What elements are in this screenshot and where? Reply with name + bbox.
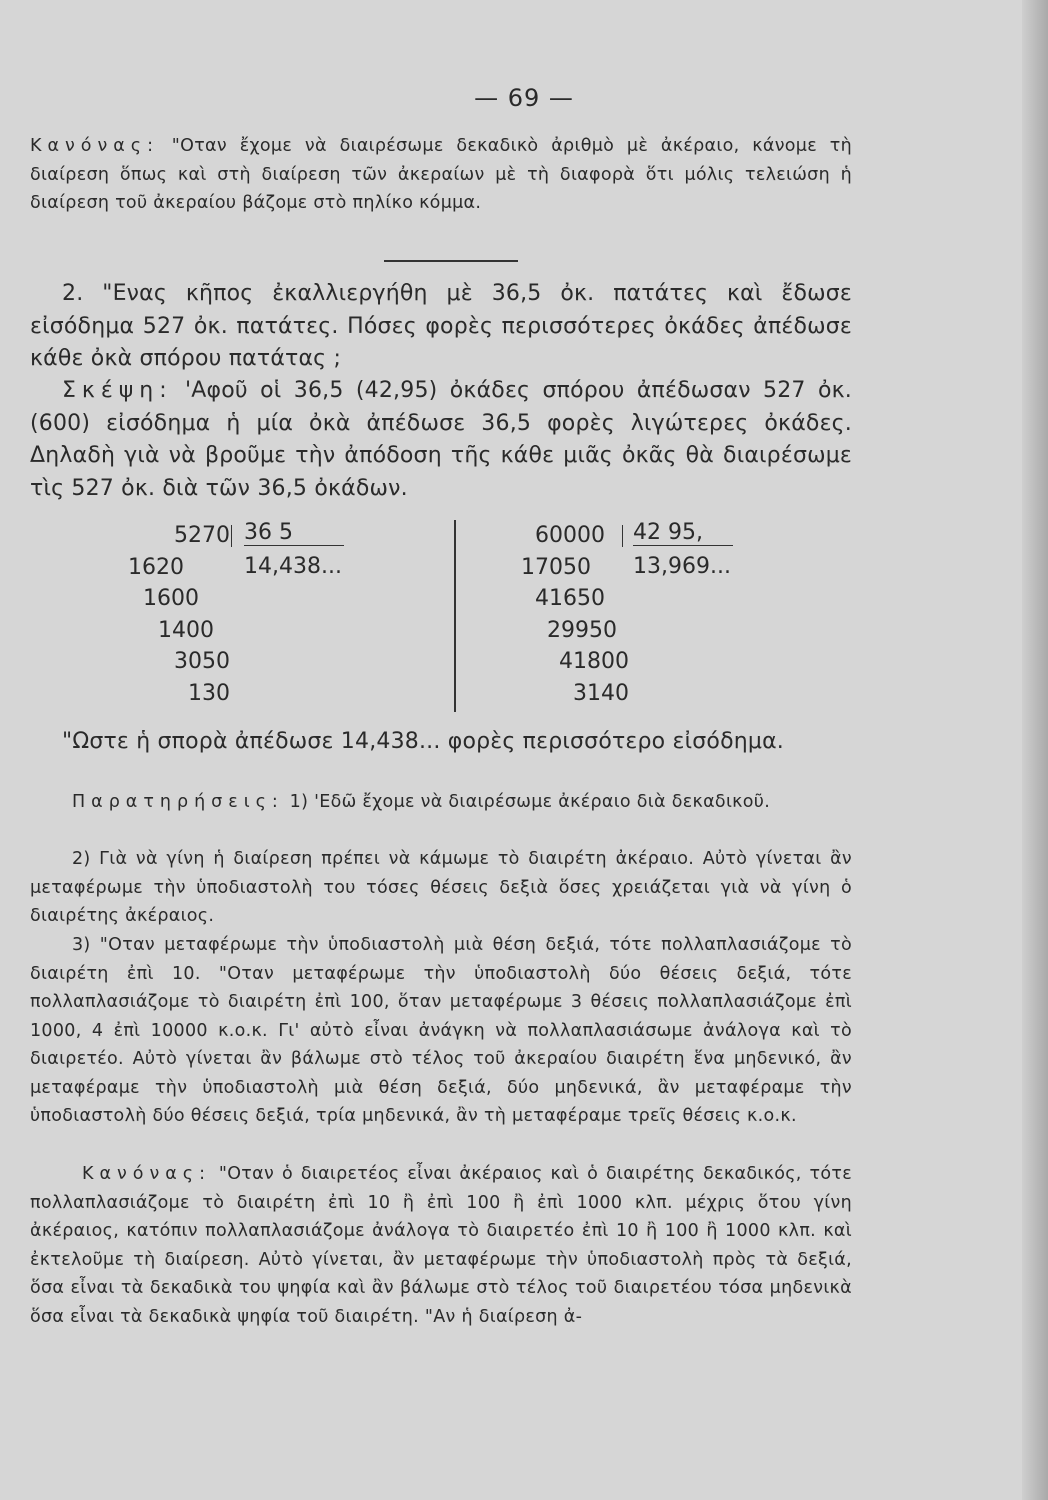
division-line: 3140 bbox=[573, 680, 629, 706]
observation-1 bbox=[30, 788, 852, 817]
problem-statement: 2. "Ενας κῆπος ἐκαλλιεργήθη μὲ 36,5 ὀκ. πατάτες καὶ ἔδωσε εἰσόδημα 527 ὀκ. πατάτες. Πόσες φορὲς περισσότερες ὀκάδες ἀπέδωσε κάθε ὀκὰ σπόρου πατάτας ; bbox=[30, 281, 852, 371]
rule-paragraph-2 bbox=[30, 1160, 852, 1331]
division-left-dividend-lines bbox=[110, 520, 230, 709]
division-line: 60000 bbox=[535, 523, 605, 548]
division-line: 41800 bbox=[559, 649, 629, 674]
division-line: 29950 bbox=[547, 617, 617, 643]
division-line: 3050 bbox=[174, 649, 230, 674]
division-line: 1400 bbox=[158, 617, 214, 643]
rule-paragraph-1 bbox=[30, 132, 852, 218]
observation-text: 1) 'Εδῶ ἔχομε νὰ διαιρέσωμε ἀκέραιο διὰ δεκαδικοῦ. bbox=[283, 792, 771, 812]
rule-text: "Οταν ὁ διαιρετέος εἶναι ἀκέραιος καὶ ὁ διαιρέτης δεκαδικός, τότε πολλαπλασιάζομε τὸ διαιρέτη ἐπὶ 10 ἢ ἐπὶ 100 ἢ ἐπὶ 1000 κλπ. μέχρις ὅτου γίνη ἀκέραιος, κατόπιν πολλαπλασιάζομε ἀνάλογα τὸ διαιρετέο ἐπὶ 10 ἢ 100 ἢ 1000 κλπ. καὶ ἐκτελοῦμε τὴ διαίρεση. Αὐτὸ γίνεται, ἂν μεταφέρωμε τὴν ὑποδιαστολὴ πρὸς τὰ δεξιά, ὅσα εἶναι τὰ δεκαδικὰ του ψηφία καὶ ἂν βάλωμε στὸ τέλος τοῦ διαιρετέου τόσα μηδενικὰ ὅσα εἶναι τὰ δεκαδικὰ ψηφία τοῦ διαιρέτη. "Αν ἡ διαίρεση ἀ- bbox=[30, 1164, 852, 1327]
division-line: 1620 bbox=[128, 554, 184, 580]
rule-text: "Οταν ἔχομε νὰ διαιρέσωμε δεκαδικὸ ἀριθμὸ μὲ ἀκέραιο, κάνομε τὴ διαίρεση ὅπως καὶ στὴ διαίρεση τῶν ἀκεραίων μὲ τὴ διαφορὰ ὅτι μόλις τελειώση ἡ διαίρεση τοῦ ἀκεραίου βάζομε στὸ πηλίκο κόμμα. bbox=[30, 136, 852, 213]
observation-3: 3) "Οταν μεταφέρωμε τὴν ὑποδιαστολὴ μιὰ θέση δεξιά, τότε πολλαπλασιάζομε τὸ διαιρέτη ἐπὶ 10. "Οταν μεταφέρωμε τὴν ὑποδιαστολὴ δύο θέσεις δεξιά, τότε πολλαπλασιάζομε τὸ διαιρέτη ἐπὶ 100, ὅταν μεταφέρωμε 3 θέσεις πολλαπλασιάζομε ἐπὶ 1000, 4 ἐπὶ 10000 κ.ο.κ. Γι' αὐτὸ εἶναι ἀνάγκη νὰ πολλαπλασιάσωμε ἀνάλογα καὶ τὸ διαιρετέο. Αὐτὸ γίνεται ἂν βάλωμε στὸ τέλος τοῦ ἀκεραίου διαιρέτη ἕνα μηδενικό, ἂν μεταφέραμε τὴν ὑποδιαστολὴ μιὰ θέση δεξιά, δύο μηδενικά, ἂν μεταφέραμε τὴν ὑποδιαστολὴ δύο θέσεις δεξιά, τρία μηδενικά, ἂν τὴ μεταφέραμε τρεῖς θέσεις κ.ο.κ. bbox=[30, 935, 852, 1126]
observations-heading: Παρατηρήσεις: bbox=[72, 792, 284, 812]
division-right-divisor: 42 95, bbox=[633, 520, 733, 546]
division-bar bbox=[231, 525, 232, 547]
division-line: 5270 bbox=[174, 523, 230, 548]
section-divider bbox=[384, 260, 518, 262]
division-bar bbox=[622, 525, 623, 547]
page-edge-shadow bbox=[1022, 0, 1048, 1500]
division-line: 130 bbox=[188, 680, 230, 706]
division-line: 41650 bbox=[535, 586, 605, 611]
division-right-dividend-lines bbox=[490, 520, 629, 709]
rule-heading: Κανόνας: bbox=[30, 136, 159, 156]
division-right-quotient: 13,969... bbox=[633, 554, 731, 579]
reasoning-heading: Σκέψη: bbox=[62, 378, 173, 403]
rule-heading: Κανόνας: bbox=[82, 1164, 211, 1184]
division-line: 17050 bbox=[521, 554, 591, 580]
reasoning-paragraph bbox=[30, 375, 852, 505]
conclusion-paragraph: "Ωστε ἡ σπορὰ ἀπέδωσε 14,438... φορὲς περισσότερο εἰσόδημα. bbox=[62, 729, 784, 754]
reasoning-text: 'Αφοῦ οἱ 36,5 (42,95) ὀκάδες σπόρου ἀπέδωσαν 527 ὀκ. (600) εἰσόδημα ἡ μία ὀκὰ ἀπέδωσε 36,5 φορὲς λιγώτερες ὀκάδες. Δηλαδὴ γιὰ νὰ βροῦμε τὴν ἀπόδοση τῆς κάθε μιᾶς ὀκᾶς θὰ διαιρέσωμε τὶς 527 ὀκ. διὰ τῶν 36,5 ὀκάδων. bbox=[30, 378, 852, 501]
observation-2: 2) Γιὰ νὰ γίνη ἡ διαίρεση πρέπει νὰ κάμωμε τὸ διαιρέτη ἀκέραιο. Αὐτὸ γίνεται ἂν μεταφέρωμε τὴν ὑποδιαστολὴ του τόσες θέσεις δεξιὰ ὅσες χρειάζεται γιὰ νὰ γίνη ὁ διαιρέτης ἀκέραιος. bbox=[30, 849, 852, 926]
division-left-divisor: 36 5 bbox=[244, 520, 344, 546]
division-line: 1600 bbox=[143, 586, 199, 611]
division-left-quotient: 14,438... bbox=[244, 554, 342, 579]
division-separator bbox=[454, 520, 456, 712]
page-number: — 69 — bbox=[474, 84, 574, 112]
